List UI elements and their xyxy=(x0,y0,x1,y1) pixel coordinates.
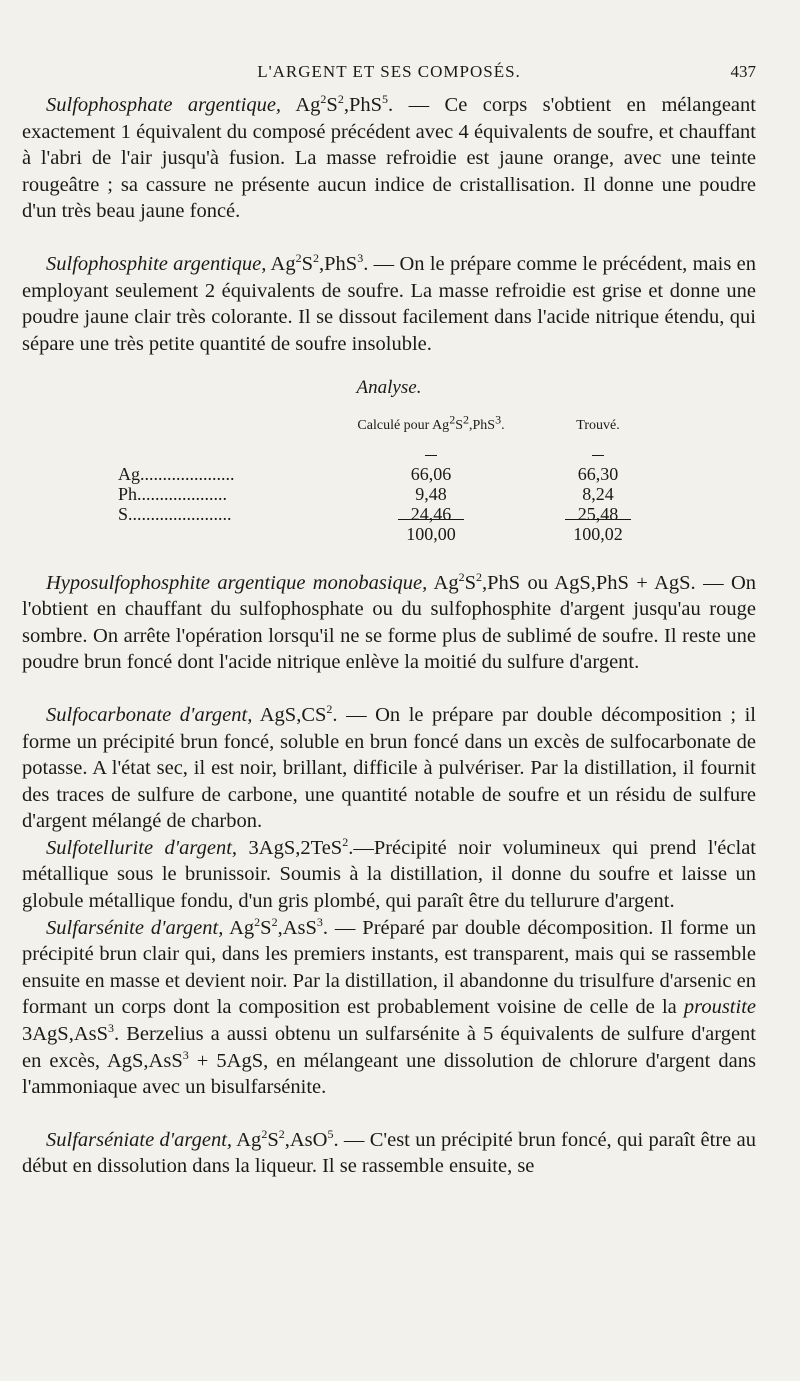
formula-part: Ag xyxy=(223,916,255,939)
formula-part: ,PhS xyxy=(343,94,383,116)
superscript: 2 xyxy=(337,92,344,107)
superscript: 3 xyxy=(357,251,364,266)
formula-part: Ag xyxy=(281,94,321,116)
paragraph-sulfotellurite xyxy=(22,835,756,915)
term-hyposulfophosphite: Hyposulfophosphite argentique monobasique, xyxy=(46,571,428,594)
paragraph-text: . — On le prépare comme le précédent, mais en employant seulement 2 équivalents de soufre. La masse refroidie est grise et donne une poudre jaune clair très colorante. Il se dissout facilement dans l'acide nitrique étendu, qui sépare une très petite quantité de soufre insoluble. xyxy=(22,252,756,355)
formula-part: S xyxy=(464,571,476,594)
formula-part: 3AgS,2TeS xyxy=(237,836,343,859)
paragraph-text: .—Précipité noir volumineux qui prend l'éclat métallique sous le brunissoir. Soumis à la distillation, il donne du soufre et laisse un globule métallique fondu, d'un gris plombé, qui paraît être du tellurure d'argent. xyxy=(22,836,756,913)
term-proustite: proustite xyxy=(683,996,756,1019)
term-sulfocarbonate: Sulfocarbonate d'argent, xyxy=(46,703,253,726)
paragraph-text: . — Préparé par double décomposition. Il forme un précipité brun clair qui, dans les premiers instants, est transparent, mais qui se rassemble ensuite en masse et devient noir. Par la distillation, il abandonne du trisulfure d'arsenic en formant un corps dont la composition est probablement voisine de celle de la xyxy=(22,916,756,1019)
formula-part: Ag xyxy=(427,571,459,594)
term-sulfotellurite: Sulfotellurite d'argent, xyxy=(46,836,238,859)
superscript: 2 xyxy=(342,835,349,850)
paragraph-text: + 5AgS, en mélangeant une dissolution de chlorure d'argent dans l'ammoniaque avec un bisulfarsénite. xyxy=(22,1049,757,1099)
analysis-dash-row xyxy=(118,444,664,464)
found-value: 8,24 xyxy=(582,483,614,504)
superscript: 2 xyxy=(475,569,482,584)
table-row xyxy=(118,464,664,484)
column-header-found: Trouvé. xyxy=(576,417,620,433)
paragraph-text: . — C'est un précipité brun foncé, qui paraît être au début en dissolution dans la liqueur. Il se rassemble ensuite, se xyxy=(22,1128,756,1178)
superscript: 5 xyxy=(327,1126,334,1141)
superscript: 3 xyxy=(108,1021,115,1036)
total-found: 100,02 xyxy=(565,519,631,544)
body-text xyxy=(22,92,756,1180)
analysis-header-row xyxy=(118,412,664,444)
calculated-value: 24,46 xyxy=(410,503,452,524)
superscript: 2 xyxy=(278,1126,285,1141)
total-row xyxy=(118,524,664,544)
element-label: S xyxy=(118,503,129,524)
formula-part: S xyxy=(301,252,314,275)
element-label: Ph xyxy=(118,483,138,504)
term-sulfophosphite: Sulfophosphite argentique, xyxy=(46,252,267,275)
formula-part: S xyxy=(267,1128,279,1151)
term-sulfarseniate: Sulfarséniate d'argent, xyxy=(46,1128,233,1151)
paragraph-text: . — Ce corps s'obtient en mélangeant exactement 1 équivalent du composé précédent avec 4 équivalents de soufre, et chauffant à l'abri de l'air jusqu'à fusion. La masse refroidie est jaune orange, avec une teinte rougeâtre ; sa cassure ne présente aucun indice de cristallisation. Il donne une poudre d'un très beau jaune foncé. xyxy=(22,94,756,223)
paragraph-text: 3AgS,AsS xyxy=(22,1023,109,1046)
formula-part: S xyxy=(326,94,338,116)
column-header-calculated: Calculé pour $Ag^2S^2,PhS^3$. xyxy=(357,412,505,433)
paragraph-text: — On l'obtient en chauffant du sulfophosphate ou du sulfophosphite d'argent jusqu'au rouge sombre. On arrête l'opération lorsqu'il ne se forme plus de sublimé de soufre. Il reste une poudre brun foncé dont l'acide nitrique enlève la moitié du sulfure d'argent. xyxy=(22,571,756,674)
superscript: 2 xyxy=(320,92,327,107)
term-sulfarsenite: Sulfarsénite d'argent, xyxy=(46,916,224,939)
table-row xyxy=(118,484,664,504)
formula-part: Ag xyxy=(232,1128,262,1151)
formula-part: ,PhS ou AgS,PhS + AgS. xyxy=(481,571,696,594)
formula-part: ,AsS xyxy=(277,916,317,939)
dash-rule xyxy=(425,455,437,456)
formula-part: S xyxy=(260,916,272,939)
superscript: 2 xyxy=(261,1126,268,1141)
analysis-table xyxy=(118,412,664,544)
calculated-value: 66,06 xyxy=(410,463,452,484)
leader-dots: .................... xyxy=(137,483,228,504)
superscript: 3 xyxy=(182,1047,189,1062)
found-value: 25,48 xyxy=(577,503,619,524)
paragraph-sulfophosphite xyxy=(22,251,756,357)
calculated-value: 9,48 xyxy=(415,483,447,504)
running-title: L'ARGENT ET SES COMPOSÉS. xyxy=(257,62,521,81)
formula-part: ,PhS xyxy=(319,252,358,275)
formula-part: ,AsO xyxy=(284,1128,328,1151)
paragraph-text: . Berzelius a aussi obtenu un sulfarsénite à 5 équivalents de sulfure d'argent en excès, AgS,AsS xyxy=(22,1023,756,1072)
superscript: 5 xyxy=(382,92,389,107)
analysis-title: Analyse. xyxy=(356,377,422,399)
superscript: 2 xyxy=(271,914,278,929)
paragraph-hyposulfophosphite xyxy=(22,570,756,676)
running-header xyxy=(22,62,756,86)
element-label: Ag xyxy=(118,463,140,484)
found-value: 66,30 xyxy=(577,463,619,484)
superscript: 2 xyxy=(254,914,261,929)
paragraph-sulfarsenite xyxy=(22,915,756,1101)
paragraph-sulfocarbonate xyxy=(22,702,756,835)
total-calculated: 100,00 xyxy=(398,519,464,544)
formula-part: Ag xyxy=(266,252,296,275)
superscript: 2 xyxy=(295,251,302,266)
paragraph-sulfophosphate xyxy=(22,92,756,225)
leader-dots: ....................... xyxy=(128,503,232,524)
term-sulfophosphate: Sulfophosphate argentique, xyxy=(46,94,282,116)
dash-rule xyxy=(592,455,604,456)
paragraph-sulfarseniate xyxy=(22,1127,756,1180)
superscript: 2 xyxy=(326,702,333,717)
superscript: 3 xyxy=(316,914,323,929)
leader-dots: ..................... xyxy=(140,463,235,484)
page-number: 437 xyxy=(730,62,756,81)
superscript: 2 xyxy=(313,251,320,266)
formula-part: AgS,CS xyxy=(252,703,327,726)
superscript: 2 xyxy=(458,569,465,584)
paragraph-text: . — On le prépare par double décomposition ; il forme un précipité brun foncé, soluble en brun foncé dans un excès de sulfocarbonate de potasse. A l'état sec, il est noir, brillant, difficile à pulvériser. Par la distillation, il fournit des traces de sulfure de carbone, une quantité notable de soufre et un résidu de sulfure d'argent mélangé de charbon. xyxy=(22,703,756,833)
